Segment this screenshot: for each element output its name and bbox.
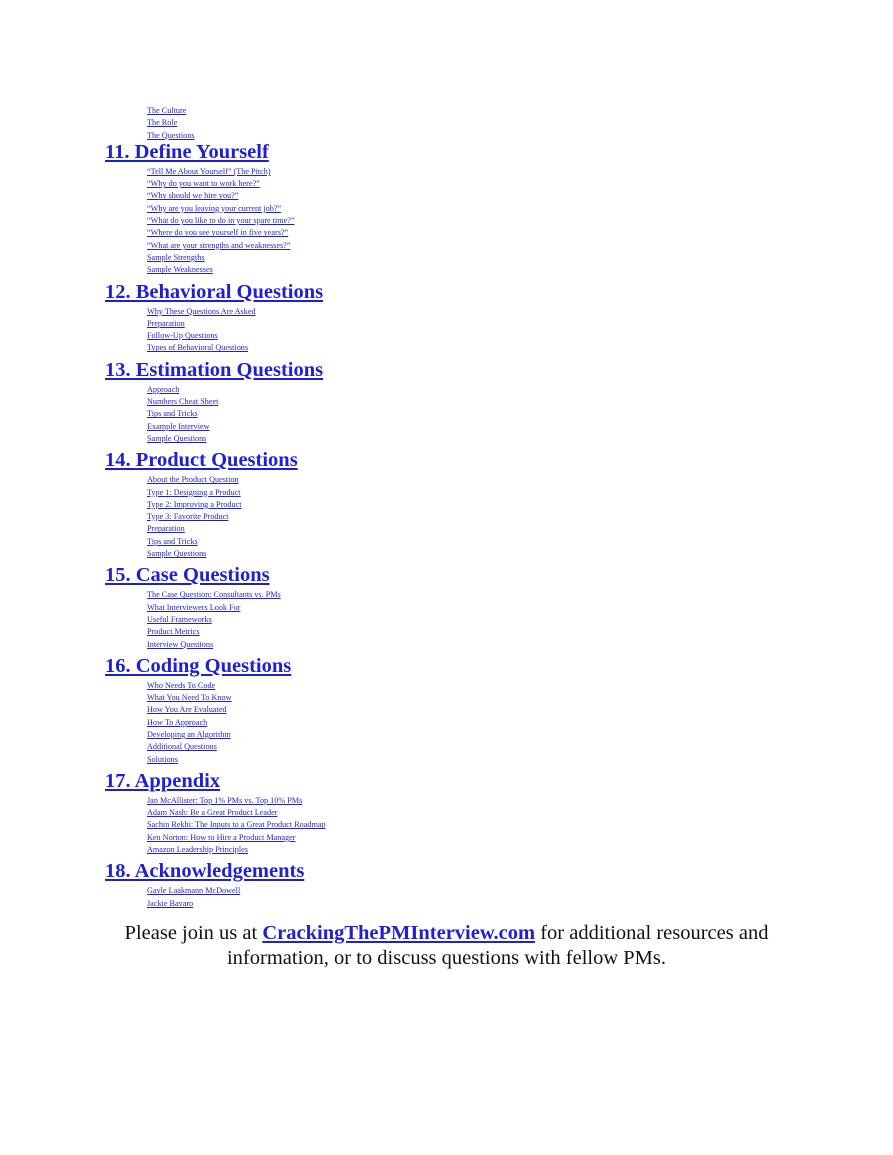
toc-item — [147, 128, 805, 140]
toc-section-link[interactable]: Type 1: Designing a Product — [147, 487, 241, 497]
toc-item — [147, 262, 805, 274]
toc-item — [147, 431, 805, 443]
toc-item — [147, 752, 805, 764]
toc-section-link[interactable]: Adam Nash: Be a Great Product Leader — [147, 808, 278, 818]
toc-section-link[interactable]: Sample Questions — [147, 549, 207, 559]
toc-section-link[interactable]: The Culture — [147, 106, 187, 115]
toc-item — [147, 600, 805, 612]
chapter-title-link[interactable]: 18. Acknowledgements — [105, 860, 305, 883]
footer-suffix: for additional resources and information, or to discuss questions with fellow PMs. — [226, 921, 769, 969]
toc-section-link[interactable]: What You Need To Know — [147, 693, 232, 703]
toc-section-link[interactable]: What Interviewers Look For — [147, 602, 241, 612]
toc-item — [147, 497, 805, 509]
toc-section-link[interactable]: Types of Behavioral Questions — [147, 343, 249, 353]
toc-item — [147, 419, 805, 431]
chapter-section-list — [147, 382, 805, 443]
toc-section-link[interactable]: Additional Questions — [147, 742, 217, 752]
toc-item — [147, 103, 805, 115]
toc-item — [147, 587, 805, 599]
toc-section-link[interactable]: Why These Questions Are Asked — [147, 306, 256, 316]
table-of-contents — [105, 103, 805, 908]
toc-section-link[interactable]: Who Needs To Code — [147, 680, 216, 690]
toc-item — [147, 316, 805, 328]
previous-chapter-sections — [105, 103, 805, 140]
toc-item — [147, 702, 805, 714]
chapter-entry — [105, 275, 805, 353]
toc-item — [147, 340, 805, 352]
toc-item — [147, 382, 805, 394]
toc-item — [147, 472, 805, 484]
toc-item — [147, 842, 805, 854]
toc-section-link[interactable]: Preparation — [147, 318, 185, 328]
chapter-title-link[interactable]: 15. Case Questions — [105, 564, 270, 587]
toc-section-link[interactable]: “Why are you leaving your current job?” — [147, 203, 282, 213]
chapter-title-link[interactable]: 14. Product Questions — [105, 449, 298, 472]
chapter-entry — [105, 854, 805, 908]
toc-section-link[interactable]: Sachin Rekhi: The Inputs to a Great Product Roadmap — [147, 820, 326, 830]
toc-section-link[interactable]: “Tell Me About Yourself” (The Pitch) — [147, 166, 271, 176]
toc-section-link[interactable]: Numbers Cheat Sheet — [147, 397, 219, 407]
toc-item — [147, 176, 805, 188]
chapter-section-list — [147, 304, 805, 353]
toc-section-link[interactable]: Preparation — [147, 524, 185, 534]
toc-section-link[interactable]: Tips and Tricks — [147, 536, 198, 546]
chapter-entry — [105, 558, 805, 648]
chapter-title-link[interactable]: 12. Behavioral Questions — [105, 280, 324, 303]
toc-section-link[interactable]: Product Metrics — [147, 627, 200, 637]
toc-item — [147, 250, 805, 262]
toc-section-link[interactable]: Gayle Laakmann McDowell — [147, 886, 241, 896]
toc-section-link[interactable]: “Where do you see yourself in five years?” — [147, 228, 289, 238]
chapter-section-list — [147, 587, 805, 648]
toc-item — [147, 678, 805, 690]
toc-item — [147, 509, 805, 521]
chapter-entry — [105, 649, 805, 764]
toc-item — [147, 612, 805, 624]
toc-section-link[interactable]: The Role — [147, 118, 178, 128]
toc-section-link[interactable]: Sample Questions — [147, 433, 207, 443]
toc-section-link[interactable]: “Why do you want to work here?” — [147, 179, 260, 189]
chapter-entry — [105, 140, 805, 275]
toc-section-link[interactable]: How To Approach — [147, 717, 208, 727]
toc-item — [147, 805, 805, 817]
toc-item — [147, 485, 805, 497]
toc-item — [147, 521, 805, 533]
toc-item — [147, 624, 805, 636]
toc-item — [147, 213, 805, 225]
toc-section-link[interactable]: Approach — [147, 384, 180, 394]
chapter-section-list — [147, 678, 805, 764]
toc-item — [147, 304, 805, 316]
toc-section-link[interactable]: Jan McAllister: Top 1% PMs vs. Top 10% PMs — [147, 795, 303, 805]
chapter-entry — [105, 443, 805, 558]
toc-item — [147, 793, 805, 805]
toc-item — [147, 817, 805, 829]
toc-item — [147, 727, 805, 739]
toc-item — [147, 830, 805, 842]
toc-section-link[interactable]: Developing an Algorithm — [147, 729, 231, 739]
toc-item — [147, 328, 805, 340]
toc-section-link[interactable]: Interview Questions — [147, 639, 214, 649]
chapter-section-list — [147, 164, 805, 275]
toc-item — [147, 201, 805, 213]
toc-item — [147, 690, 805, 702]
toc-section-link[interactable]: “What are your strengths and weaknesses?” — [147, 240, 291, 250]
toc-item — [147, 238, 805, 250]
toc-item — [147, 534, 805, 546]
toc-item — [147, 188, 805, 200]
toc-section-link[interactable]: Sample Strengths — [147, 252, 205, 262]
chapter-title-link[interactable]: 17. Appendix — [105, 769, 221, 792]
toc-section-link[interactable]: Useful Frameworks — [147, 614, 212, 624]
toc-section-link[interactable]: About the Product Question — [147, 475, 239, 485]
toc-item — [147, 896, 805, 908]
website-link[interactable]: CrackingThePMInterview.com — [262, 921, 536, 944]
toc-section-link[interactable]: The Case Question: Consultants vs. PMs — [147, 590, 281, 600]
footer-note — [100, 921, 793, 971]
chapter-section-list — [147, 793, 805, 854]
toc-item — [147, 637, 805, 649]
chapter-title-link[interactable]: 11. Define Yourself — [105, 140, 269, 163]
toc-section-link[interactable]: Jackie Bavaro — [147, 898, 194, 908]
toc-item — [147, 883, 805, 895]
chapter-entry — [105, 353, 805, 443]
chapter-entry — [105, 764, 805, 854]
toc-item — [147, 164, 805, 176]
toc-section-link[interactable]: How You Are Evaluated — [147, 705, 227, 715]
chapter-title-link[interactable]: 13. Estimation Questions — [105, 358, 324, 381]
toc-section-link[interactable]: Amazon Leadership Principles — [147, 845, 248, 855]
toc-section-link[interactable]: Tips and Tricks — [147, 409, 198, 419]
toc-section-link[interactable]: Sample Weaknesses — [147, 265, 213, 275]
toc-item — [147, 546, 805, 558]
toc-section-link[interactable]: Ken Norton: How to Hire a Product Manager — [147, 832, 296, 842]
chapter-title-link[interactable]: 16. Coding Questions — [105, 654, 292, 677]
toc-item — [147, 406, 805, 418]
toc-section-link[interactable]: Example Interview — [147, 421, 210, 431]
toc-section-link[interactable]: Type 2: Improving a Product — [147, 499, 242, 509]
toc-item — [147, 115, 805, 127]
footer-prefix: Please join us at — [124, 921, 263, 944]
toc-section-link[interactable]: The Questions — [147, 130, 195, 140]
toc-item — [147, 739, 805, 751]
toc-section-link[interactable]: “Why should we hire you?” — [147, 191, 239, 201]
chapter-section-list — [147, 883, 805, 908]
chapter-list — [105, 140, 805, 908]
toc-item — [147, 225, 805, 237]
toc-section-link[interactable]: Follow-Up Questions — [147, 331, 218, 341]
toc-section-link[interactable]: “What do you like to do in your spare time?” — [147, 216, 295, 226]
toc-item — [147, 394, 805, 406]
toc-section-link[interactable]: Solutions — [147, 754, 178, 764]
toc-item — [147, 715, 805, 727]
chapter-section-list — [147, 472, 805, 558]
toc-section-link[interactable]: Type 3: Favorite Product — [147, 512, 229, 522]
